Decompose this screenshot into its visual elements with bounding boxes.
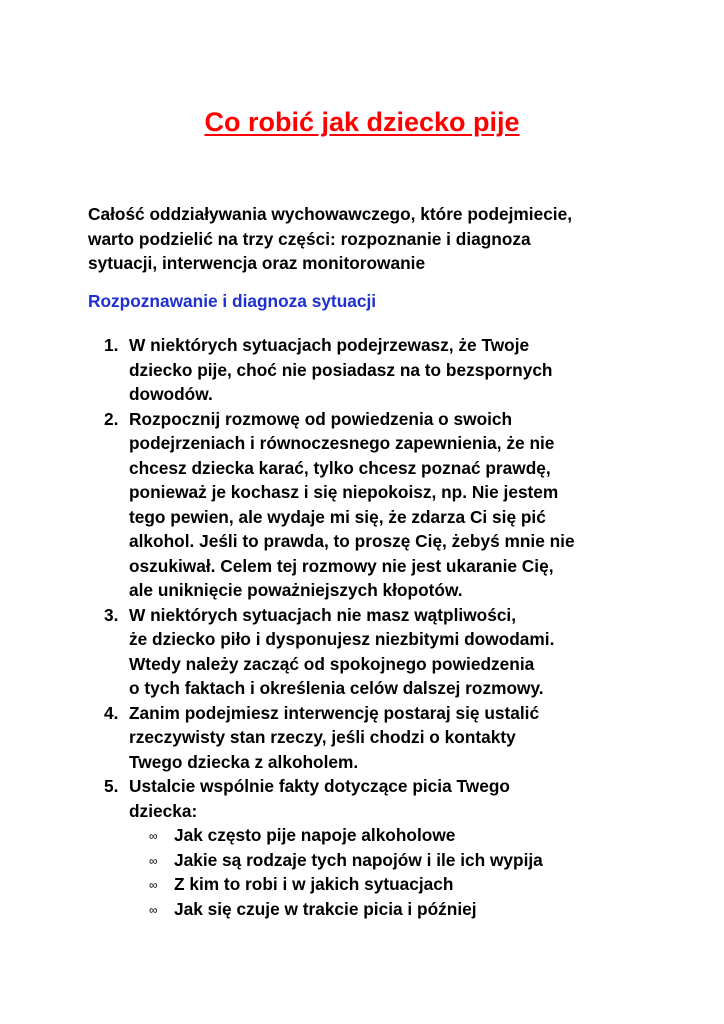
intro-line: Całość oddziaływania wychowawczego, które podejmiecie, (88, 204, 573, 224)
sub-list-item (129, 897, 664, 922)
step-text-line: alkohol. Jeśli to prawda, to proszę Cię, żebyś mnie nie (129, 531, 575, 551)
step-text-line: Wtedy należy zacząć od spokojnego powiedzenia (129, 653, 535, 674)
sub-item-text: Z kim to robi i w jakich sytuacjach (174, 874, 454, 894)
steps-list (104, 333, 664, 921)
step-number: 5. (104, 776, 119, 796)
step-text-line: Ustalcie wspólnie fakty dotyczące picia Twego (129, 776, 510, 796)
step-text-line: oszukiwał. Celem tej rozmowy nie jest ukaranie Cię, (129, 555, 554, 576)
infinity-bullet-icon: ∞ (149, 853, 158, 868)
step-text-line: że dziecko piło i dysponujesz niezbitymi dowodami. (129, 629, 555, 649)
list-item (104, 774, 664, 921)
sub-list-item (129, 872, 664, 897)
step-text-line: ponieważ je kochasz i się niepokoisz, np. Nie jestem (129, 482, 559, 502)
sub-list-item (129, 848, 664, 873)
step-text-line: Twego dziecka z alkoholem. (129, 751, 359, 772)
step-text-line: podejrzeniach i równoczesnego zapewnienia, że nie (129, 433, 555, 453)
step-text-line: rzeczywisty stan rzeczy, jeśli chodzi o kontakty (129, 727, 516, 747)
intro-line: warto podzielić na trzy części: rozpoznanie i diagnoza (88, 228, 531, 249)
step-text-line: W niektórych sytuacjach nie masz wątpliwości, (129, 604, 517, 625)
step-text-line: W niektórych sytuacjach podejrzewasz, że Twoje (129, 335, 530, 355)
list-item (104, 701, 664, 775)
sub-list (129, 823, 664, 921)
sub-item-text: Jak się czuje w trakcie picia i później (174, 898, 477, 919)
intro-paragraph (88, 202, 663, 276)
list-item (104, 603, 664, 701)
step-text-line: Rozpocznij rozmowę od powiedzenia o swoich (129, 408, 513, 429)
step-number: 1. (104, 335, 119, 355)
document-title: Co robić jak dziecko pije (204, 107, 520, 138)
sub-list-item (129, 823, 664, 848)
infinity-bullet-icon: ∞ (149, 829, 158, 843)
list-item (104, 333, 664, 407)
list-item (104, 407, 664, 603)
step-text-line: ale uniknięcie poważniejszych kłopotów. (129, 580, 463, 600)
step-text-line: dziecka: (129, 800, 198, 821)
step-text-line: dziecko pije, choć nie posiadasz na to bezspornych (129, 359, 553, 380)
step-number: 4. (104, 702, 119, 723)
step-text-line: chcesz dziecka karać, tylko chcesz poznać prawdę, (129, 457, 551, 478)
intro-line: sytuacji, interwencja oraz monitorowanie (88, 253, 426, 273)
section-heading: Rozpoznawanie i diagnoza sytuacji (88, 291, 377, 311)
infinity-bullet-icon: ∞ (149, 878, 158, 892)
step-text-line: o tych faktach i określenia celów dalszej rozmowy. (129, 678, 544, 698)
step-number: 2. (104, 408, 119, 429)
infinity-bullet-icon: ∞ (149, 902, 158, 917)
step-text-line: Zanim podejmiesz interwencję postaraj się ustalić (129, 702, 540, 723)
step-number: 3. (104, 604, 119, 625)
sub-item-text: Jak często pije napoje alkoholowe (174, 825, 456, 845)
step-text-line: tego pewien, ale wydaje mi się, że zdarza Ci się pić (129, 506, 546, 527)
step-text-line: dowodów. (129, 384, 213, 404)
sub-item-text: Jakie są rodzaje tych napojów i ile ich wypija (174, 849, 543, 870)
